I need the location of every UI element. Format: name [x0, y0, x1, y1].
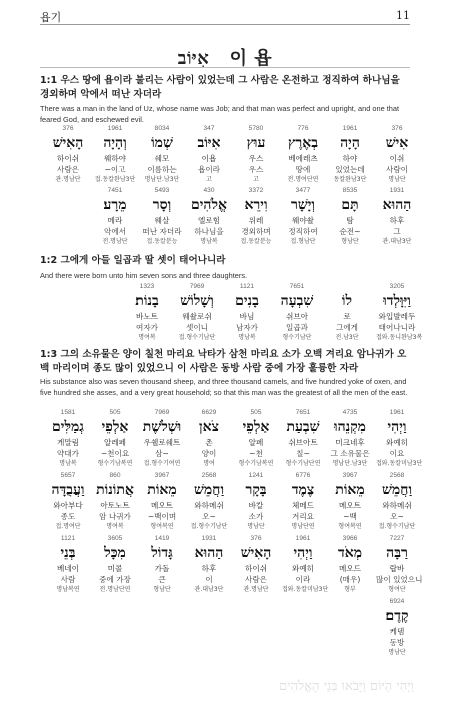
- korean-gloss: ~천: [249, 449, 263, 458]
- grammar-code: 명남단.남3단: [332, 460, 368, 467]
- strong-number: 3967: [342, 472, 358, 479]
- transliteration: 와예히: [385, 438, 408, 447]
- hebrew-word: הָיָה: [340, 135, 360, 151]
- interlinear-word: [126, 282, 168, 343]
- transliteration: 베네이: [56, 564, 79, 573]
- interlinear-word: [235, 471, 277, 532]
- transliteration: 우스: [248, 154, 264, 163]
- transliteration: 케뎀: [389, 627, 405, 636]
- hebrew-word: וַיִּוָּלְדוּ: [383, 293, 411, 309]
- hebrew-word: שְׁמוֹ: [151, 135, 173, 151]
- grammar-code: 접.동칼분능: [240, 238, 272, 245]
- interlinear-word: [47, 471, 89, 532]
- hebrew-word: לוֹ: [341, 293, 353, 309]
- korean-gloss: 사람: [60, 575, 76, 584]
- transliteration: 촌: [205, 438, 213, 447]
- korean-gloss: 우스: [248, 165, 264, 174]
- transliteration: 와하메쉬: [194, 501, 224, 510]
- title-rule: [40, 67, 410, 68]
- korean-gloss: 이름하는: [147, 165, 177, 174]
- hebrew-word: וִירֵא: [244, 197, 268, 213]
- hebrew-word: גָּדוֹל: [151, 545, 173, 561]
- strong-number: 1961: [295, 535, 311, 542]
- interlinear-word: [94, 471, 136, 532]
- hebrew-word: וַיְהִי: [387, 419, 407, 435]
- grammar-code: 전.명남단: [102, 238, 128, 245]
- interlinear-word: [329, 471, 371, 532]
- interlinear-word: [141, 186, 183, 247]
- verse-1-english: There was a man in the land of Uz, whose name was Job; and that man was perfect and upright, and one that feared God, and eschewed evil.: [40, 104, 400, 124]
- korean-gloss: 양이: [201, 449, 217, 458]
- strong-number: 6924: [389, 598, 405, 605]
- grammar-code: 관.명남단: [55, 176, 81, 183]
- korean-gloss: 오~: [202, 512, 216, 521]
- grammar-code: 형남단: [341, 238, 359, 245]
- korean-gloss: 암 나귀가: [99, 512, 131, 521]
- interlinear-word: [276, 282, 318, 343]
- korean-gloss: 있었는데: [335, 165, 365, 174]
- hebrew-word: עוּץ: [246, 135, 266, 151]
- strong-number: 7969: [189, 283, 205, 290]
- strong-number: 776: [297, 125, 309, 132]
- hebrew-word: וַחֲמֵשׁ: [381, 482, 413, 498]
- verse-2-english: And there were born unto him seven sons and three daughters.: [40, 271, 248, 280]
- interlinear-word: [329, 534, 371, 595]
- strong-number: 4735: [342, 409, 358, 416]
- korean-gloss: ~천이요: [100, 449, 130, 458]
- hebrew-word: מֵאוֹת: [147, 482, 177, 498]
- hebrew-word: וְיָשָׁר: [290, 197, 316, 213]
- interlinear-word: [376, 186, 418, 247]
- transliteration: 하후: [201, 564, 217, 573]
- grammar-code: 접.명여단: [55, 523, 81, 530]
- transliteration: 가돌: [154, 564, 170, 573]
- grammar-code: 명여: [203, 460, 215, 467]
- grammar-code: 형수기남복연: [97, 460, 133, 467]
- korean-gloss: 삼~: [155, 449, 169, 458]
- strong-number: 3205: [389, 283, 405, 290]
- korean-gloss: 하나님을: [194, 227, 224, 236]
- hebrew-word: בְאֶרֶץ: [288, 135, 318, 151]
- verse-1-korean: 1:1 우스 땅에 욥이라 불리는 사람이 있었는데 그 사람은 온전하고 정직하여 하나님을 경외하며 악에서 떠난 자더라: [40, 75, 400, 100]
- korean-gloss: 사람은: [56, 165, 79, 174]
- grammar-code: 명여복: [138, 334, 156, 341]
- strong-number: 2568: [201, 472, 217, 479]
- interlinear-word: [141, 408, 183, 469]
- interlinear-word: [94, 124, 136, 185]
- hebrew-word: הָאִישׁ: [240, 545, 272, 561]
- korean-gloss: 이요: [389, 449, 405, 458]
- korean-gloss: 여자가: [135, 323, 158, 332]
- chapter-title-hebrew: אִיּוֹב: [177, 48, 210, 69]
- transliteration: 알레페: [103, 438, 126, 447]
- transliteration: 바님: [239, 312, 255, 321]
- transliteration: 웨하야: [103, 154, 126, 163]
- interlinear-word: [47, 124, 89, 185]
- strong-number: 5780: [248, 125, 264, 132]
- grammar-code: 형여복연: [338, 523, 362, 530]
- hebrew-word: מִכָּל: [104, 545, 126, 561]
- strong-number: 860: [109, 472, 121, 479]
- strong-number: 347: [203, 125, 215, 132]
- korean-gloss: 악에서: [103, 227, 126, 236]
- strong-number: 1931: [201, 535, 217, 542]
- transliteration: 알페: [248, 438, 264, 447]
- strong-number: 5493: [154, 187, 170, 194]
- strong-number: 1961: [342, 125, 358, 132]
- korean-gloss: ~백이며: [147, 512, 177, 521]
- interlinear-word: [94, 408, 136, 469]
- korean-gloss: 약대가: [56, 449, 79, 458]
- interlinear-word: [376, 282, 423, 343]
- strong-number: 1581: [60, 409, 76, 416]
- korean-gloss: 욥이라: [197, 165, 220, 174]
- korean-gloss: 셋이니: [185, 323, 208, 332]
- grammar-code: 접.동칼분능: [146, 238, 178, 245]
- grammar-code: 고: [253, 176, 259, 183]
- transliteration: 아토노트: [100, 501, 130, 510]
- interlinear-word: [235, 534, 277, 595]
- hebrew-word: רַבָּה: [386, 545, 408, 561]
- hebrew-word: מִקְנֵהוּ: [334, 419, 366, 435]
- hebrew-word: גְמַלִּים: [52, 419, 84, 435]
- transliteration: 미콜: [107, 564, 123, 573]
- korean-gloss: 그에게: [335, 323, 358, 332]
- hebrew-word: הַהוּא: [194, 545, 224, 561]
- hebrew-word: שִׁבְעָה: [280, 293, 314, 309]
- korean-gloss: 중에 가장: [99, 575, 131, 584]
- hebrew-word: אַלְפֵי: [101, 419, 129, 435]
- strong-number: 3372: [248, 187, 264, 194]
- page-number: 11: [396, 9, 410, 22]
- grammar-code: 관.대남3단: [382, 238, 412, 245]
- book-name: 욥기: [40, 11, 62, 24]
- korean-gloss: 그: [393, 227, 401, 236]
- interlinear-word: [282, 534, 329, 595]
- grammar-code: 형남단: [153, 586, 171, 593]
- strong-number: 376: [391, 125, 403, 132]
- transliteration: 엘로힘: [197, 216, 220, 225]
- grammar-code: 접.형수기여연: [143, 460, 181, 467]
- interlinear-word: [235, 408, 277, 469]
- transliteration: 와입발레두: [378, 312, 416, 321]
- grammar-code: 형수기남복연: [238, 460, 274, 467]
- hebrew-word: שִׁבְעַת: [286, 419, 320, 435]
- transliteration: 웨야솰: [291, 216, 314, 225]
- strong-number: 7227: [389, 535, 405, 542]
- korean-gloss: 그 소유물은: [330, 449, 370, 458]
- interlinear-word: [141, 124, 183, 185]
- korean-gloss: 땅에: [295, 165, 311, 174]
- hebrew-word: וַעֲבֻדָּה: [51, 482, 85, 498]
- transliteration: 체메드: [291, 501, 314, 510]
- strong-number: 505: [250, 409, 262, 416]
- transliteration: 로: [343, 312, 351, 321]
- grammar-code: 전.명여단연: [287, 176, 319, 183]
- strong-number: 7969: [154, 409, 170, 416]
- grammar-code: 접와.동칼미남3단: [282, 586, 329, 593]
- transliteration: 하이쉬: [56, 154, 79, 163]
- interlinear-word: [226, 282, 268, 343]
- grammar-code: 형부: [344, 586, 356, 593]
- hebrew-word: וְסָר: [152, 197, 172, 213]
- transliteration: 미크네후: [335, 438, 365, 447]
- transliteration: 메오트: [150, 501, 173, 510]
- korean-gloss: 오~: [390, 512, 404, 521]
- interlinear-word: [376, 597, 418, 658]
- hebrew-word: צֶמֶד: [291, 482, 315, 498]
- strong-number: 3967: [154, 472, 170, 479]
- hebrew-word: בָּקָר: [245, 482, 267, 498]
- korean-gloss: 칠~: [296, 449, 310, 458]
- strong-number: 376: [250, 535, 262, 542]
- korean-gloss: 사람은: [244, 575, 267, 584]
- korean-gloss: 일곱과: [285, 323, 308, 332]
- interlinear-word: [188, 124, 230, 185]
- strong-number: 3477: [295, 187, 311, 194]
- transliteration: 랍바: [389, 564, 405, 573]
- strong-number: 6776: [295, 472, 311, 479]
- strong-number: [326, 282, 368, 291]
- korean-gloss: 많이 있었으니: [376, 575, 423, 584]
- transliteration: 웨솰로쉬: [182, 312, 212, 321]
- interlinear-word: [235, 186, 277, 247]
- korean-gloss: 순전~: [339, 227, 361, 236]
- strong-number: 376: [62, 125, 74, 132]
- grammar-code: 명남복연: [56, 586, 80, 593]
- grammar-code: 접와.동칼미남3단: [376, 460, 423, 467]
- hebrew-word: קֶדֶם׃: [385, 608, 409, 624]
- interlinear-word: [329, 186, 371, 247]
- korean-gloss: 정직하여: [288, 227, 318, 236]
- transliteration: 이쉬: [389, 154, 405, 163]
- strong-number: 1121: [239, 283, 255, 290]
- interlinear-word: [188, 408, 230, 469]
- strong-number: 7651: [295, 409, 311, 416]
- strong-number: 430: [203, 187, 215, 194]
- transliteration: 베에레츠: [288, 154, 318, 163]
- grammar-code: 접.형수기남단: [190, 523, 228, 530]
- grammar-code: 형수기남단연: [285, 460, 321, 467]
- interlinear-word: [141, 534, 183, 595]
- transliteration: 쉐모: [154, 154, 170, 163]
- transliteration: 이욥: [201, 154, 217, 163]
- grammar-code: 접와.동니완남3복: [376, 334, 423, 341]
- hebrew-word: בְּנֵי: [60, 545, 76, 561]
- strong-number: 3966: [342, 535, 358, 542]
- grammar-code: 명남단: [388, 176, 406, 183]
- grammar-code: 접.형수기남단: [178, 334, 216, 341]
- transliteration: 하이쉬: [244, 564, 267, 573]
- hebrew-word: אַלְפֵי: [242, 419, 270, 435]
- strong-number: 1931: [389, 187, 405, 194]
- interlinear-word: [376, 534, 423, 595]
- verse-2-korean: 1:2 그에게 아들 일곱과 딸 셋이 태어나니라: [40, 255, 226, 266]
- hebrew-word: מֵרָע׃: [103, 197, 127, 213]
- transliteration: 와예히: [291, 564, 314, 573]
- transliteration: 메라: [107, 216, 123, 225]
- strong-number: 7651: [289, 283, 305, 290]
- interlinear-word: [376, 471, 418, 532]
- hebrew-word: וְהָיָה: [103, 135, 127, 151]
- grammar-code: 명남단: [247, 523, 265, 530]
- grammar-code: 명남단연: [291, 523, 315, 530]
- grammar-code: 명남단: [388, 649, 406, 656]
- interlinear-word: [235, 124, 277, 185]
- hebrew-word: בָנִים: [235, 293, 259, 309]
- strong-number: 1323: [139, 283, 155, 290]
- interlinear-word: [188, 534, 230, 595]
- page-header: [0, 0, 450, 26]
- hebrew-word: וַיְהִי: [293, 545, 313, 561]
- interlinear-word: [47, 408, 89, 469]
- korean-gloss: 종도: [60, 512, 76, 521]
- transliteration: 하후: [389, 216, 405, 225]
- korean-gloss: 겨리요: [291, 512, 314, 521]
- transliteration: 위레: [248, 216, 264, 225]
- grammar-code: 명남복: [200, 238, 218, 245]
- interlinear-word: [282, 186, 324, 247]
- grammar-code: 관.대남3단: [194, 586, 224, 593]
- hebrew-word: הָאִישׁ: [52, 135, 84, 151]
- korean-gloss: 동방: [389, 638, 405, 647]
- hebrew-word: צֹאן: [199, 419, 219, 435]
- interlinear-word: [376, 408, 423, 469]
- grammar-code: 접.동칼완남3단: [94, 176, 136, 183]
- strong-number: 505: [109, 409, 121, 416]
- transliteration: 우쉘로쉐트: [143, 438, 181, 447]
- korean-gloss: 소가: [248, 512, 264, 521]
- strong-number: 6629: [201, 409, 217, 416]
- grammar-code: 고: [206, 176, 212, 183]
- transliteration: 와하메쉬: [382, 501, 412, 510]
- strong-number: 2568: [389, 472, 405, 479]
- strong-number: 1419: [154, 535, 170, 542]
- interlinear-word: [376, 124, 418, 185]
- transliteration: 바노트: [135, 312, 158, 321]
- hebrew-word: אֱלֹהִים: [191, 197, 227, 213]
- grammar-code: 형수기남단: [282, 334, 312, 341]
- korean-gloss: ~백: [343, 512, 357, 521]
- grammar-code: 접.형수기남단: [378, 523, 416, 530]
- chapter-title-korean: 이 욥: [229, 48, 273, 69]
- korean-gloss: 남자가: [235, 323, 258, 332]
- hebrew-word: תָּם: [341, 197, 359, 213]
- interlinear-word: [282, 408, 324, 469]
- korean-gloss: 사람이: [385, 165, 408, 174]
- interlinear-word: [188, 471, 230, 532]
- interlinear-word: [329, 124, 371, 185]
- transliteration: 바칼: [248, 501, 264, 510]
- strong-number: 1961: [389, 409, 405, 416]
- hebrew-word: הַהוּא: [382, 197, 412, 213]
- korean-gloss: 이: [205, 575, 213, 584]
- interlinear-word: [47, 534, 89, 595]
- strong-number: 3605: [107, 535, 123, 542]
- verse-3-english: His substance also was seven thousand sheep, and three thousand camels, and five hundred yoke of oxen, and five hundred she asses, and a very great household; so that this man was the greatest of all the men of the east.: [40, 377, 408, 397]
- grammar-code: 전.남3단: [335, 334, 359, 341]
- hebrew-word: מְאֹד: [337, 545, 363, 561]
- transliteration: 메오드: [338, 564, 361, 573]
- strong-number: 7451: [107, 187, 123, 194]
- strong-number: 5657: [60, 472, 76, 479]
- transliteration: 쉬브아트: [288, 438, 318, 447]
- interlinear-word: [326, 282, 368, 343]
- interlinear-word: [94, 534, 136, 595]
- grammar-code: 명남단.남3단: [144, 176, 180, 183]
- korean-gloss: 이라: [295, 575, 311, 584]
- grammar-code: 형여복연: [150, 523, 174, 530]
- korean-gloss: 태어나니라: [378, 323, 416, 332]
- hebrew-word: וּשְׁלֹשֶׁת: [142, 419, 182, 435]
- interlinear-word: [188, 186, 230, 247]
- korean-gloss: ~이고: [104, 165, 126, 174]
- background-watermark-text: וַיְהִי הַיּוֹם וַיָּבֹאוּ בְּנֵי הָאֱלֹהִים: [279, 679, 414, 694]
- grammar-code: 접.형남단: [290, 238, 316, 245]
- strong-number: 1961: [107, 125, 123, 132]
- strong-number: 1241: [248, 472, 264, 479]
- transliteration: 하야: [342, 154, 358, 163]
- grammar-code: 동칼완남3단: [333, 176, 367, 183]
- hebrew-word: אִישׁ: [385, 135, 409, 151]
- interlinear-word: [282, 124, 324, 185]
- verse-3-korean: 1:3 그의 소유물은 양이 칠천 마리요 낙타가 삼천 마리요 소가 오백 겨리요 암나귀가 오백 마리이며 종도 많이 있었으니 이 사람은 동방 사람 중에 가장 훌륭한 자라: [40, 349, 407, 374]
- hebrew-word: אִיּוֹב: [197, 135, 221, 151]
- strong-number: 1121: [60, 535, 76, 542]
- strong-number: 8034: [154, 125, 170, 132]
- transliteration: 와아부다: [53, 501, 83, 510]
- grammar-code: 명여복: [106, 523, 124, 530]
- transliteration: 탐: [346, 216, 354, 225]
- hebrew-word: מֵאוֹת: [335, 482, 365, 498]
- transliteration: 쉬브아: [285, 312, 308, 321]
- korean-gloss: 떠난 자더라: [142, 227, 182, 236]
- grammar-code: 명남복: [238, 334, 256, 341]
- grammar-code: 관.명남단: [243, 586, 269, 593]
- interlinear-word: [176, 282, 218, 343]
- transliteration: 메오트: [338, 501, 361, 510]
- grammar-code: 명남복: [59, 460, 77, 467]
- hebrew-word: וְשָׁלוֹשׁ: [180, 293, 214, 309]
- hebrew-word: בָנוֹת׃: [135, 293, 159, 309]
- korean-gloss: 경외하며: [241, 227, 271, 236]
- interlinear-word: [329, 408, 371, 469]
- korean-gloss: (매우): [339, 575, 361, 584]
- interlinear-word: [141, 471, 183, 532]
- strong-number: 8535: [342, 187, 358, 194]
- grammar-code: 전.명남단연: [99, 586, 131, 593]
- interlinear-word: [282, 471, 324, 532]
- transliteration: 웨살: [154, 216, 170, 225]
- hebrew-word: אֲתוֹנוֹת: [96, 482, 134, 498]
- interlinear-word: [94, 186, 136, 247]
- header-rule: [40, 24, 410, 25]
- grammar-code: 형여단: [388, 586, 406, 593]
- hebrew-word: וַחֲמֵשׁ: [193, 482, 225, 498]
- korean-gloss: 큰: [158, 575, 166, 584]
- transliteration: 게말림: [56, 438, 79, 447]
